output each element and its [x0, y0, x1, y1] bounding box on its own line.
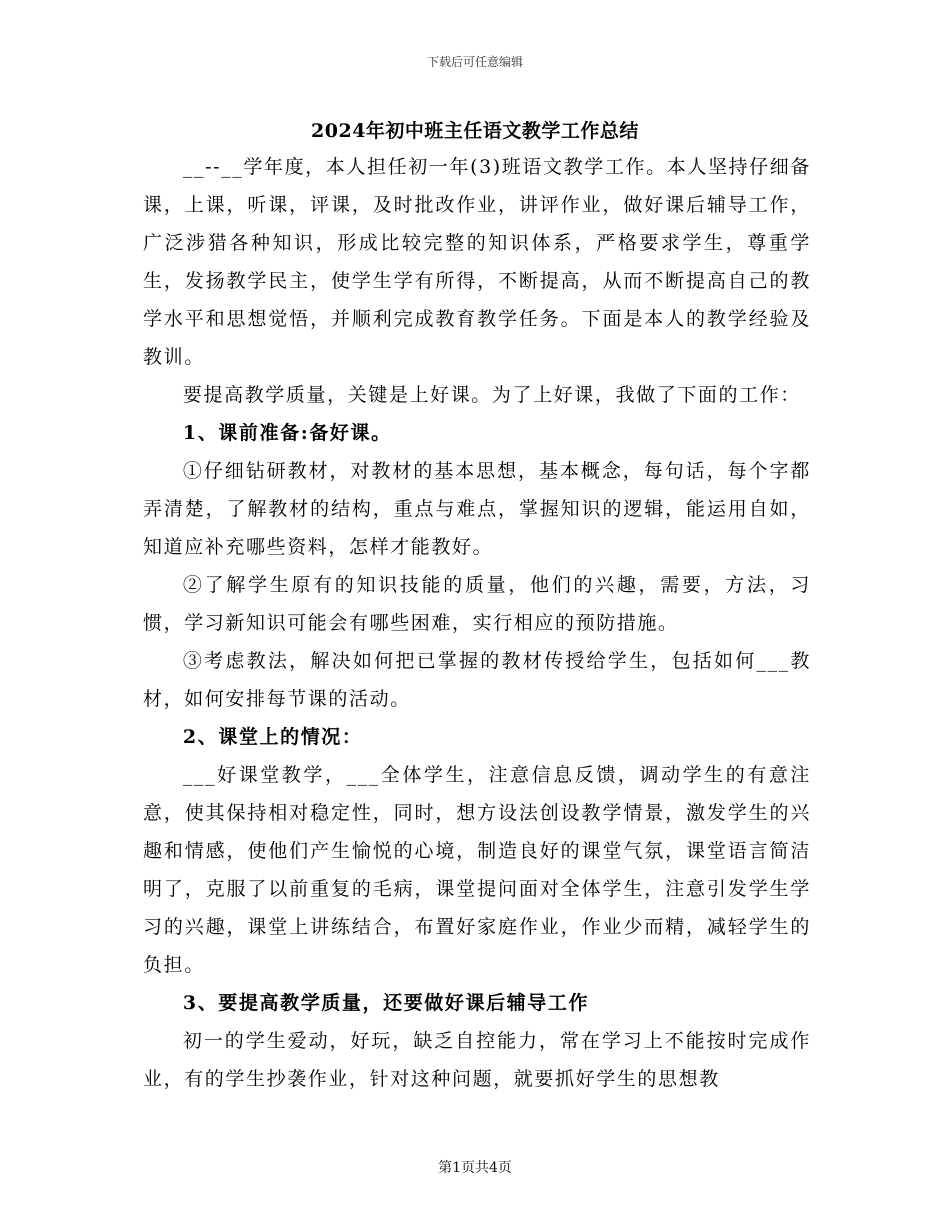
- section-heading-3: 3、要提高教学质量，还要做好课后辅导工作: [182, 992, 590, 1014]
- paragraph-item-1: ①仔细钻研教材，对教材的基本思想，基本概念，每句话，每个字都弄清楚，了解教材的结构，重点与难点，掌握知识的逻辑，能运用自如，知道应补充哪些资料，怎样才能教好。: [143, 460, 811, 558]
- paragraph-lead: 要提高教学质量，关键是上好课。为了上好课，我做了下面的工作：: [182, 384, 801, 406]
- paragraph-tutoring: 初一的学生爱动，好玩，缺乏自控能力，常在学习上不能按时完成作业，有的学生抄袭作业，针对这种问题，就要抓好学生的思想教: [143, 1030, 811, 1090]
- header-note: 下载后可任意编辑: [426, 55, 523, 69]
- paragraph-item-3: ③考虑教法，解决如何把已掌握的教材传授给学生，包括如何___教材，如何安排每节课的活动。: [143, 650, 811, 710]
- document-title: 2024年初中班主任语文教学工作总结: [311, 120, 639, 142]
- section-heading-2: 2、课堂上的情况：: [182, 726, 363, 748]
- paragraph-intro: __--__学年度，本人担任初一年(3)班语文教学工作。本人坚持仔细备课，上课，听课，评课，及时批改作业，讲评作业，做好课后辅导工作，广泛涉猎各种知识，形成比较完整的知识体系，严格要求学生，尊重学生，发扬教学民主，使学生学有所得，不断提高，从而不断提高自己的教学水平和思想觉悟，并顺利完成教育教学任务。下面是本人的教学经验及教训。: [143, 156, 811, 368]
- document-body: [143, 148, 811, 1098]
- page-footer: 第1页共4页: [438, 1160, 512, 1176]
- paragraph-classroom: ___好课堂教学，___全体学生，注意信息反馈，调动学生的有意注意，使其保持相对稳定性，同时，想方设法创设教学情景，激发学生的兴趣和情感，使他们产生愉悦的心境，制造良好的课堂气氛，课堂语言简洁明了，克服了以前重复的毛病，课堂提问面对全体学生，注意引发学生学习的兴趣，课堂上讲练结合，布置好家庭作业，作业少而精，减轻学生的负担。: [143, 764, 811, 976]
- paragraph-item-2: ②了解学生原有的知识技能的质量，他们的兴趣，需要，方法，习惯，学习新知识可能会有哪些困难，实行相应的预防措施。: [143, 574, 811, 634]
- section-heading-1: 1、课前准备:备好课。: [182, 422, 392, 444]
